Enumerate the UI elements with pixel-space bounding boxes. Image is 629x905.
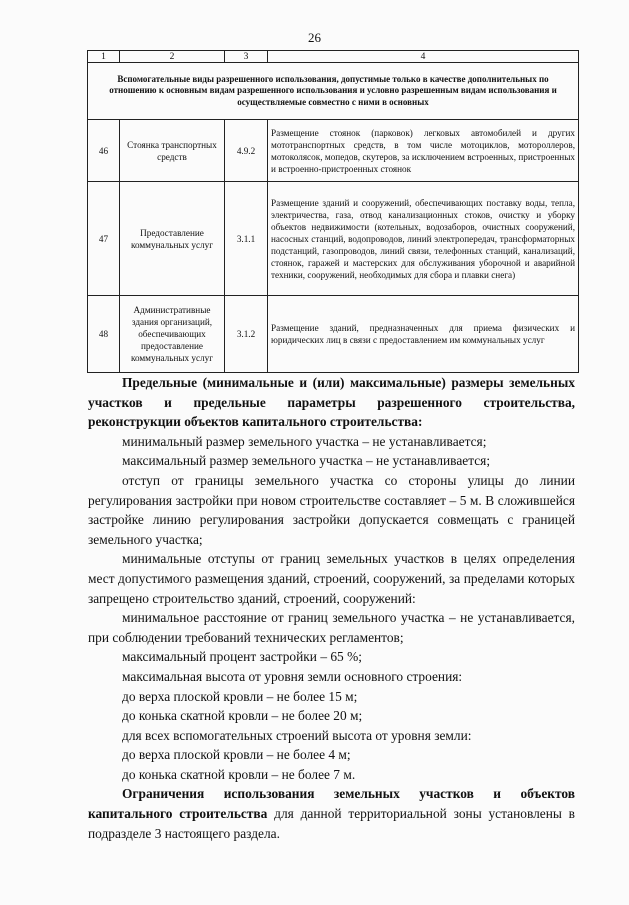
table-header-cell: 3 bbox=[225, 51, 268, 63]
use-description: Размещение зданий, предназначенных для приема физических и юридических лиц в связи с предоставлением им коммунальных услуг bbox=[268, 296, 579, 373]
use-name: Административные здания организаций, обеспечивающих предоставление коммунальных услуг bbox=[120, 296, 225, 373]
use-name: Стоянка транспортных средств bbox=[120, 120, 225, 182]
row-number: 46 bbox=[88, 120, 120, 182]
table-header-cell: 1 bbox=[88, 51, 120, 63]
restrictions-bold-text: Ограничения использования земельных участков и объектов капитального строительства bbox=[88, 786, 575, 822]
use-description: Размещение зданий и сооружений, обеспечивающих поставку воды, тепла, электричества, газа, отвод канализационных стоков, очистку и уборку объектов недвижимости (котельных, водозаборов, очистных сооружений, насосных станций, водопроводов, линий электропередач, трансформаторных подстанций, газопроводов, линий связи, телефонных станций, канализаций, стоянок, гаражей и мастерских для обслуживания уборочной и аварийной техники, сооружений, необходимых для сбора и плавки снега) bbox=[268, 182, 579, 296]
use-code: 3.1.2 bbox=[225, 296, 268, 373]
use-code: 3.1.1 bbox=[225, 182, 268, 296]
final-paragraph bbox=[88, 784, 575, 843]
body-text bbox=[88, 373, 575, 843]
use-code: 4.9.2 bbox=[225, 120, 268, 182]
paragraph: до конька скатной кровли – не более 7 м. bbox=[122, 766, 356, 782]
use-description: Размещение стоянок (парковок) легковых автомобилей и других мототранспортных средств, в том числе мотоциклов, мотороллеров, мотоколясок, мопедов, скутеров, за исключением встроенных, пристроенных и встроенно-пристроенных стоянок bbox=[268, 120, 579, 182]
paragraph: минимальные отступы от границ земельных участков в целях определения мест допустимого размещения зданий, строений, сооружений, за пределами которых запрещено строительство зданий, строений, сооружений: bbox=[88, 551, 575, 606]
parameters-heading: Предельные (минимальные и (или) максимальные) размеры земельных участков и предельные параметры разрешенного строительства, реконструкции объектов капитального строительства: bbox=[88, 375, 575, 430]
paragraph: до верха плоской кровли – не более 15 м; bbox=[122, 688, 358, 704]
table-row bbox=[88, 182, 579, 296]
section-title: Вспомогательные виды разрешенного использования, допустимые только в качестве дополнительных по отношению к основным видам разрешенного использования и условно разрешенным видам использования и осуществляемые совместно с ними в основных bbox=[88, 63, 579, 120]
paragraph: максимальная высота от уровня земли основного строения: bbox=[122, 668, 463, 684]
paragraph: до верха плоской кровли – не более 4 м; bbox=[122, 747, 351, 763]
paragraph: минимальный размер земельного участка – не устанавливается; bbox=[122, 433, 487, 449]
paragraph: для всех вспомогательных строений высота от уровня земли: bbox=[122, 727, 472, 743]
paragraph: минимальное расстояние от границ земельного участка – не устанавливается, при соблюдении требований технических регламентов; bbox=[88, 610, 575, 645]
table-header-cell: 4 bbox=[268, 51, 579, 63]
row-number: 48 bbox=[88, 296, 120, 373]
table-row bbox=[88, 296, 579, 373]
paragraph: до конька скатной кровли – не более 20 м; bbox=[122, 708, 363, 724]
table-header-cell: 2 bbox=[120, 51, 225, 63]
use-name: Предоставление коммунальных услуг bbox=[120, 182, 225, 296]
zoning-table bbox=[87, 50, 579, 373]
restrictions-rest-text: для данной территориальной зоны установлены в подразделе 3 настоящего раздела. bbox=[88, 806, 576, 841]
paragraph: максимальный размер земельного участка – не устанавливается; bbox=[122, 453, 491, 469]
paragraph: максимальный процент застройки – 65 %; bbox=[122, 649, 362, 665]
page-number: 26 bbox=[308, 30, 321, 45]
section-title-row bbox=[88, 63, 579, 120]
paragraph: отступ от границы земельного участка со стороны улицы до линии регулирования застройки при новом строительстве составляет – 5 м. В сложившейся застройке линию регулирования застройки допускается совмещать с границей земельного участка; bbox=[88, 472, 575, 547]
table-row bbox=[88, 120, 579, 182]
table-header-row bbox=[88, 51, 579, 63]
row-number: 47 bbox=[88, 182, 120, 296]
